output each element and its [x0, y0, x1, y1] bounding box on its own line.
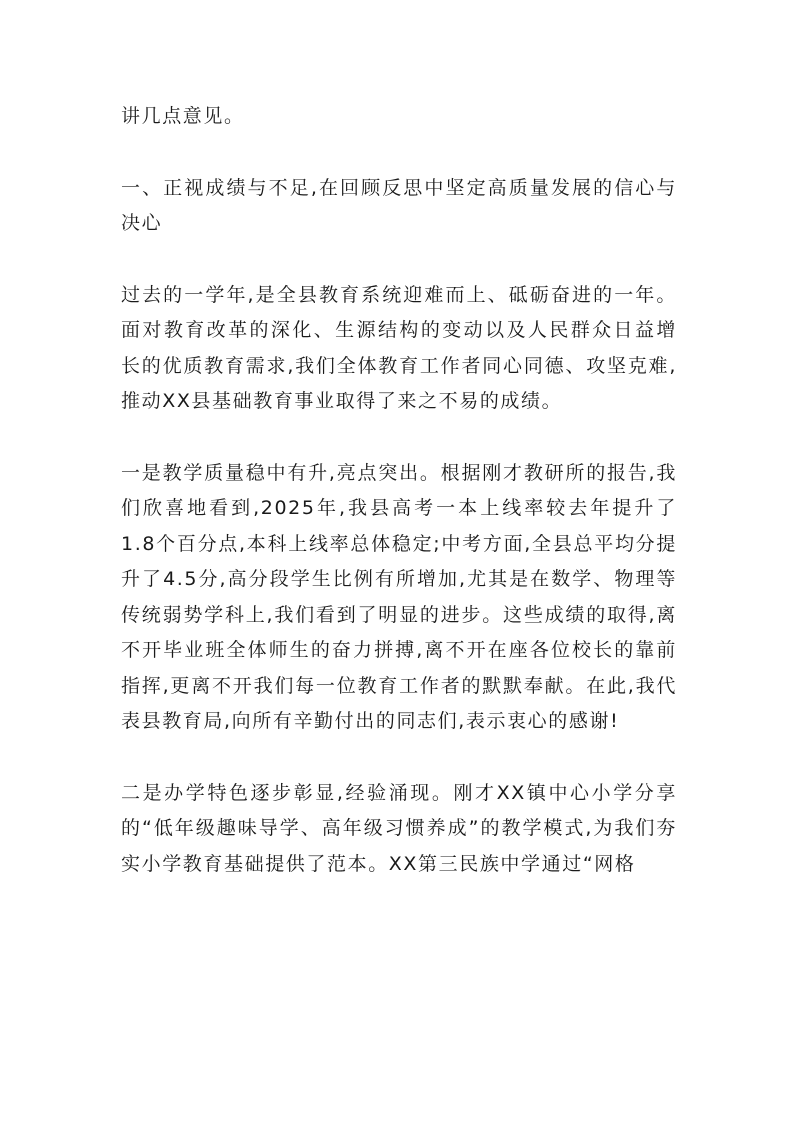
section-heading: 一、正视成绩与不足,在回顾反思中坚定高质量发展的信心与决心 [121, 176, 677, 234]
body-paragraph: 二是办学特色逐步彰显,经验涌现。刚才XX镇中心小学分享的“低年级趣味导学、高年级习惯养成”的教学模式,为我们夯实小学教育基础提供了范本。XX第三民族中学通过“网格 [121, 781, 677, 875]
body-paragraph: 过去的一学年,是全县教育系统迎难而上、砥砺奋进的一年。面对教育改革的深化、生源结构的变动以及人民群众日益增长的优质教育需求,我们全体教育工作者同心同德、攻坚克难,推动XX县基础教育事业取得了来之不易的成绩。 [121, 283, 677, 412]
body-paragraph: 一是教学质量稳中有升,亮点突出。根据刚才教研所的报告,我们欣喜地看到,2025年,我县高考一本上线率较去年提升了1.8个百分点,本科上线率总体稳定;中考方面,全县总平均分提升了4.5分,高分段学生比例有所增加,尤其是在数学、物理等传统弱势学科上,我们看到了明显的进步。这些成绩的取得,离不开毕业班全体师生的奋力拼搏,离不开在座各位校长的靠前指挥,更离不开我们每一位教育工作者的默默奉献。在此,我代表县教育局,向所有辛勤付出的同志们,表示衷心的感谢! [121, 461, 677, 732]
document-body [121, 99, 677, 918]
closing-line: 讲几点意见。 [121, 105, 245, 127]
